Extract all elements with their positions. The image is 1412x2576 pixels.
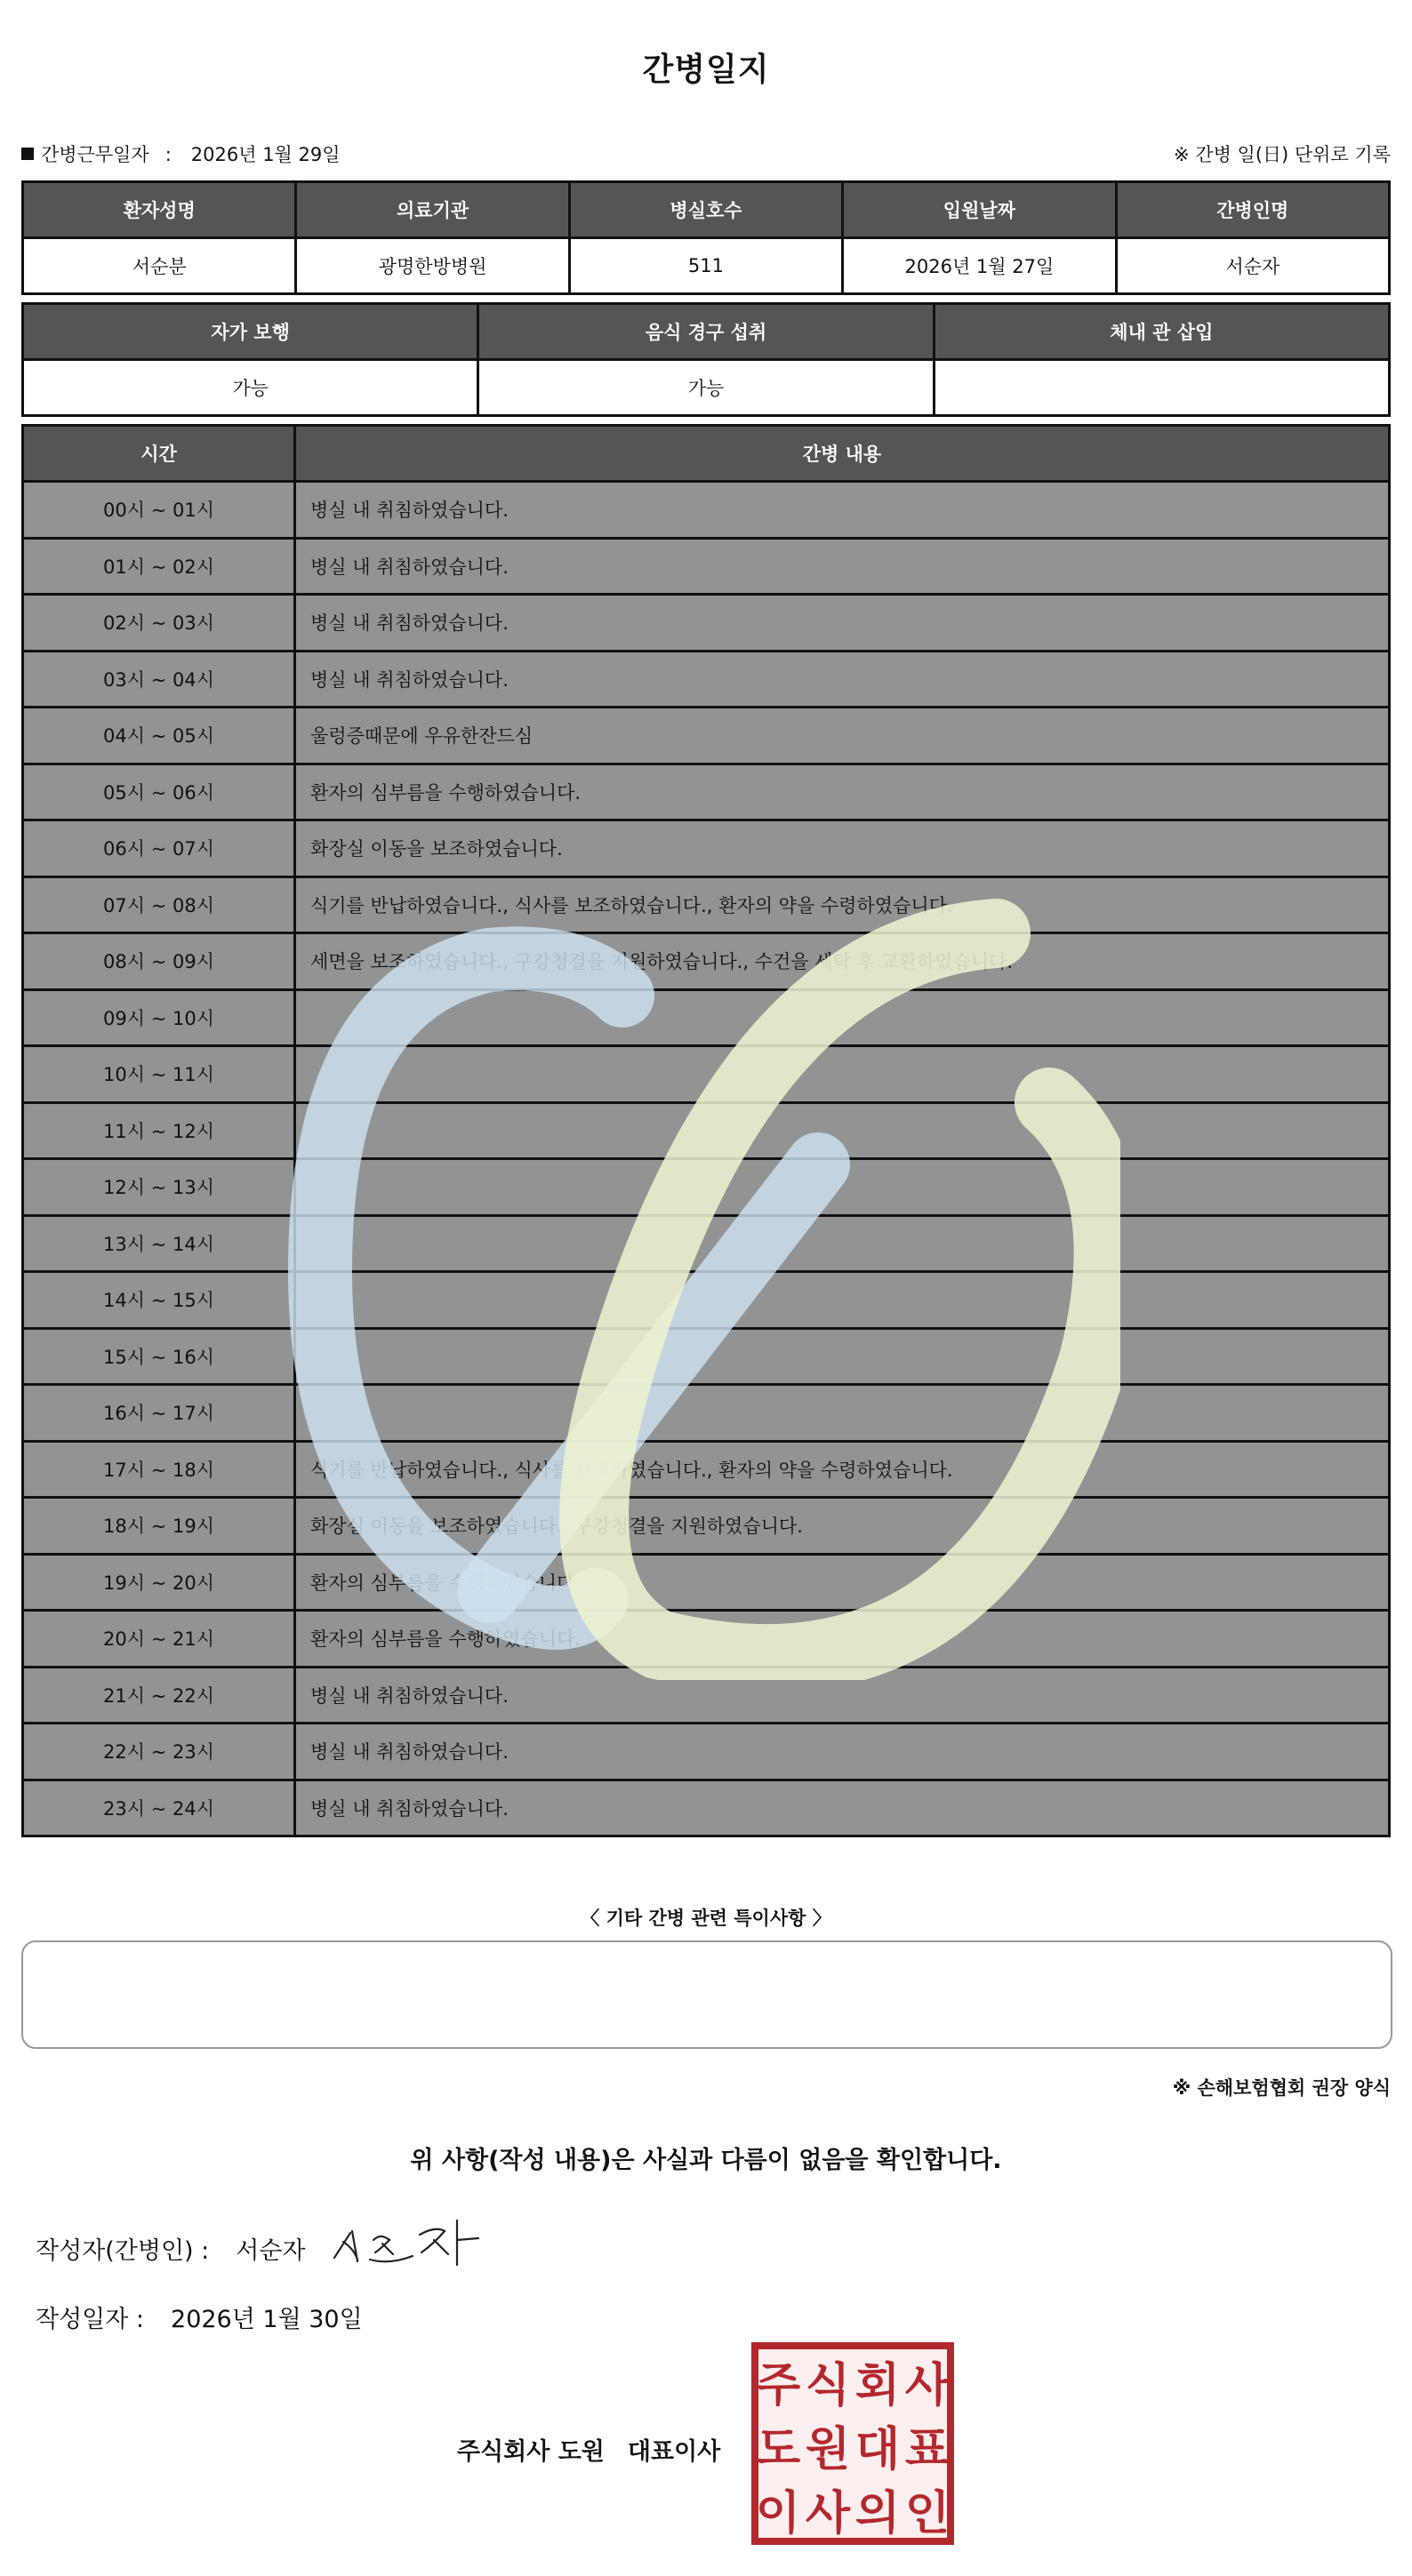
log-content: 병실 내 취침하였습니다. <box>296 1781 1388 1836</box>
header-care-content: 간병 내용 <box>296 427 1388 480</box>
patient-info-table <box>21 180 1391 295</box>
log-time: 04시 ~ 05시 <box>24 708 293 763</box>
log-row <box>24 765 1388 820</box>
log-time: 20시 ~ 21시 <box>24 1612 293 1666</box>
log-row <box>24 652 1388 707</box>
log-time: 14시 ~ 15시 <box>24 1273 293 1327</box>
log-content <box>296 1217 1388 1271</box>
seal-character: 주 <box>755 2359 801 2412</box>
log-time: 12시 ~ 13시 <box>24 1160 293 1214</box>
work-date-line <box>21 140 341 167</box>
log-row <box>24 821 1388 876</box>
square-bullet-icon <box>21 148 34 160</box>
log-content: 병실 내 취침하였습니다. <box>296 483 1388 537</box>
seal-character: 인 <box>904 2487 951 2540</box>
log-row <box>24 1499 1388 1553</box>
work-date-label: 간병근무일자 <box>41 144 149 165</box>
log-time: 13시 ~ 14시 <box>24 1217 293 1271</box>
log-time: 15시 ~ 16시 <box>24 1330 293 1384</box>
log-content: 울렁증때문에 우유한잔드심 <box>296 708 1388 763</box>
work-date-value: 2026년 1월 29일 <box>190 144 341 165</box>
log-content: 환자의 심부름을 수행하였습니다. <box>296 765 1388 820</box>
log-row <box>24 1047 1388 1101</box>
log-content: 병실 내 취침하였습니다. <box>296 540 1388 594</box>
header-time: 시간 <box>24 427 293 480</box>
seal-character: 식 <box>805 2359 851 2412</box>
header-self-walking: 자가 보행 <box>24 305 477 358</box>
log-row <box>24 540 1388 594</box>
seal-character: 이 <box>755 2487 801 2540</box>
log-content: 환자의 심부름을 수행하였습니다. <box>296 1556 1388 1610</box>
log-row <box>24 708 1388 763</box>
header-admission-date: 입원날짜 <box>844 183 1114 236</box>
seal-character: 표 <box>904 2423 951 2476</box>
writer-label: 작성자(간병인) : <box>36 2237 210 2265</box>
log-time: 01시 ~ 02시 <box>24 540 293 594</box>
patient-value-row <box>24 239 1388 292</box>
log-content <box>296 1104 1388 1158</box>
seal-character: 의 <box>854 2487 901 2540</box>
log-row <box>24 1386 1388 1440</box>
seal-character: 사 <box>904 2359 951 2412</box>
patient-status-table <box>21 302 1391 417</box>
log-row <box>24 1160 1388 1214</box>
log-content: 화장실 이동을 보조하였습니다. <box>296 821 1388 876</box>
company-representative: 대표이사 <box>627 2438 721 2466</box>
log-content: 병실 내 취침하였습니다. <box>296 1668 1388 1723</box>
log-time: 03시 ~ 04시 <box>24 652 293 707</box>
log-content: 병실 내 취침하였습니다. <box>296 596 1388 650</box>
log-content <box>296 1160 1388 1214</box>
header-tube-insertion: 체내 관 삽입 <box>935 305 1388 358</box>
writer-name: 서순자 <box>236 2237 306 2265</box>
room-number: 511 <box>571 239 841 292</box>
tube-insertion-value <box>935 361 1388 414</box>
log-row <box>24 483 1388 537</box>
log-row <box>24 1104 1388 1158</box>
log-row <box>24 1217 1388 1271</box>
log-time: 07시 ~ 08시 <box>24 878 293 932</box>
log-content <box>296 1047 1388 1101</box>
log-content <box>296 1273 1388 1327</box>
patient-name: 서순분 <box>24 239 294 292</box>
log-time: 21시 ~ 22시 <box>24 1668 293 1723</box>
log-row <box>24 934 1388 988</box>
seal-character: 회 <box>854 2359 901 2412</box>
log-content: 환자의 심부름을 수행하였습니다. <box>296 1612 1388 1666</box>
log-time: 00시 ~ 01시 <box>24 483 293 537</box>
write-date-value: 2026년 1월 30일 <box>171 2306 363 2333</box>
admission-date: 2026년 1월 27일 <box>844 239 1114 292</box>
log-row <box>24 1612 1388 1666</box>
log-time: 22시 ~ 23시 <box>24 1724 293 1779</box>
log-time: 11시 ~ 12시 <box>24 1104 293 1158</box>
log-content: 화장실 이동을 보조하였습니다., 구강청결을 지원하였습니다. <box>296 1499 1388 1553</box>
log-row <box>24 991 1388 1045</box>
log-row <box>24 1273 1388 1327</box>
log-content: 세면을 보조하였습니다., 구강청결을 지원하였습니다., 수건을 세탁 후 교환하였습니다. <box>296 934 1388 988</box>
care-log-table <box>21 424 1391 1837</box>
remarks-title: 〈 기타 간병 관련 특이사항 〉 <box>581 1908 831 1929</box>
log-time: 08시 ~ 09시 <box>24 934 293 988</box>
log-content: 식기를 반납하였습니다., 식사를 보조하였습니다., 환자의 약을 수령하였습니다. <box>296 1443 1388 1497</box>
document-title: 간병일지 <box>642 52 770 88</box>
work-date-separator: : <box>164 144 172 165</box>
seal-character: 사 <box>805 2487 851 2540</box>
seal-character: 도 <box>755 2423 801 2476</box>
log-time: 23시 ~ 24시 <box>24 1781 293 1836</box>
log-row <box>24 1724 1388 1779</box>
handwritten-signature <box>327 2213 492 2276</box>
log-time: 16시 ~ 17시 <box>24 1386 293 1440</box>
company-line <box>457 2432 720 2467</box>
caregiver-name: 서순자 <box>1118 239 1388 292</box>
log-content <box>296 1386 1388 1440</box>
hospital-name: 광명한방병원 <box>297 239 567 292</box>
record-unit-note: ※ 간병 일(日) 단위로 기록 <box>1174 144 1391 165</box>
log-time: 05시 ~ 06시 <box>24 765 293 820</box>
seal-character: 원 <box>805 2423 851 2476</box>
log-row <box>24 1781 1388 1836</box>
log-row <box>24 878 1388 932</box>
header-hospital: 의료기관 <box>297 183 567 236</box>
log-time: 17시 ~ 18시 <box>24 1443 293 1497</box>
log-time: 06시 ~ 07시 <box>24 821 293 876</box>
confirmation-statement: 위 사항(작성 내용)은 사실과 다름이 없음을 확인합니다. <box>410 2147 1002 2174</box>
log-content <box>296 991 1388 1045</box>
status-header-row <box>24 305 1388 358</box>
header-oral-intake: 음식 경구 섭취 <box>479 305 932 358</box>
patient-header-row <box>24 183 1388 236</box>
write-date-line <box>36 2300 363 2334</box>
status-value-row <box>24 361 1388 414</box>
company-seal-stamp <box>751 2342 954 2545</box>
log-time: 09시 ~ 10시 <box>24 991 293 1045</box>
header-patient-name: 환자성명 <box>24 183 294 236</box>
log-content: 병실 내 취침하였습니다. <box>296 1724 1388 1779</box>
log-time: 18시 ~ 19시 <box>24 1499 293 1553</box>
log-header-row <box>24 427 1388 480</box>
company-name: 주식회사 도원 <box>457 2438 605 2466</box>
header-caregiver-name: 간병인명 <box>1118 183 1388 236</box>
write-date-label: 작성일자 : <box>36 2306 145 2333</box>
log-time: 02시 ~ 03시 <box>24 596 293 650</box>
oral-intake-value: 가능 <box>479 361 932 414</box>
writer-line <box>36 2231 306 2266</box>
log-row <box>24 1668 1388 1723</box>
form-source-note: ※ 손해보험협회 권장 양식 <box>1172 2077 1391 2099</box>
log-row <box>24 596 1388 650</box>
log-time: 10시 ~ 11시 <box>24 1047 293 1101</box>
log-content: 병실 내 취침하였습니다. <box>296 652 1388 707</box>
log-row <box>24 1443 1388 1497</box>
log-time: 19시 ~ 20시 <box>24 1556 293 1610</box>
log-content <box>296 1330 1388 1384</box>
log-content: 식기를 반납하였습니다., 식사를 보조하였습니다., 환자의 약을 수령하였습니다. <box>296 878 1388 932</box>
log-row <box>24 1330 1388 1384</box>
log-row <box>24 1556 1388 1610</box>
seal-character: 대 <box>854 2423 901 2476</box>
remarks-box <box>21 1940 1392 2049</box>
self-walking-value: 가능 <box>24 361 477 414</box>
header-room-number: 병실호수 <box>571 183 841 236</box>
